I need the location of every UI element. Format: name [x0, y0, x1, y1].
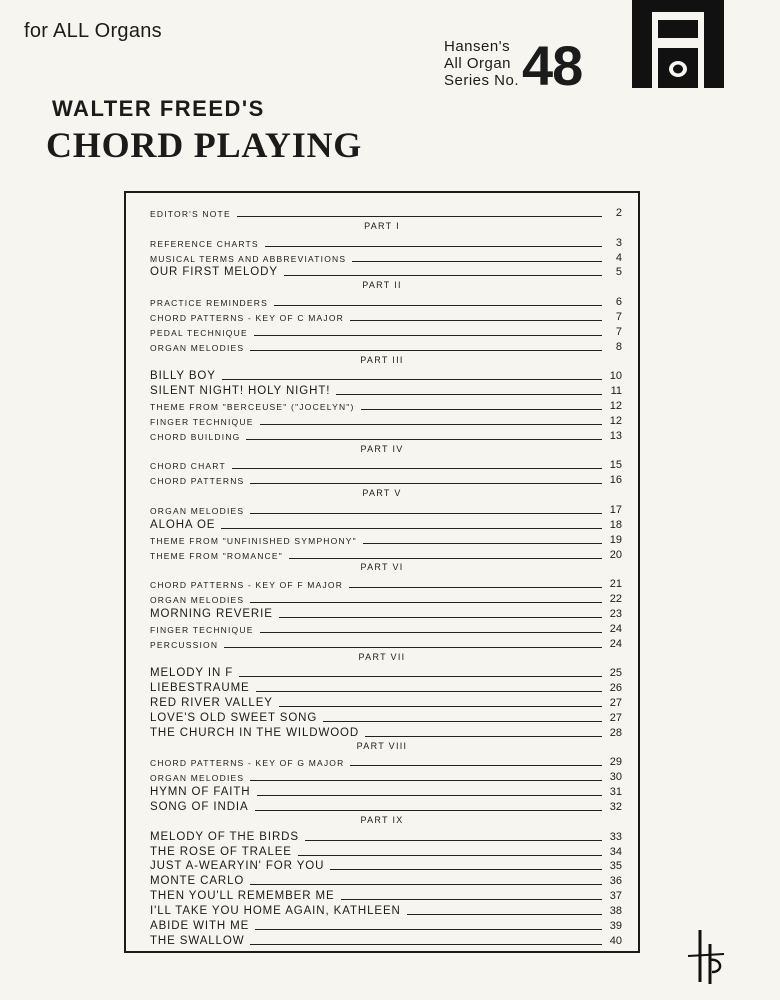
toc-entry-title: ALOHA OE — [150, 518, 216, 531]
toc-entry — [150, 918, 622, 932]
toc-entry-page: 12 — [609, 414, 622, 427]
leader-line — [250, 780, 602, 781]
subtitle: for ALL Organs — [24, 20, 162, 42]
toc-entry-title: THE CHURCH IN THE WILDWOOD — [150, 726, 360, 739]
toc-entry-title: OUR FIRST MELODY — [150, 266, 278, 279]
toc-entry-page: 37 — [609, 890, 622, 903]
toc-entry-title: RED RIVER VALLEY — [150, 697, 273, 710]
leader-line — [255, 929, 602, 930]
toc-entry-title: I'LL TAKE YOU HOME AGAIN, KATHLEEN — [150, 904, 401, 917]
toc-entry-title: HYMN OF FAITH — [150, 786, 251, 799]
toc-entry — [150, 339, 622, 353]
toc-entry — [150, 547, 622, 561]
toc-entry-page: 28 — [609, 726, 622, 739]
leader-line — [350, 320, 602, 321]
toc-entry — [150, 294, 622, 308]
toc-entry-page: 32 — [609, 801, 622, 813]
part-heading: PART I — [364, 220, 400, 231]
toc-entry-title: ORGAN MELODIES — [150, 773, 245, 784]
toc-entry — [150, 532, 622, 546]
toc-entry-page: 7 — [615, 310, 622, 323]
leader-line — [250, 884, 602, 885]
toc-entry-title: SONG OF INDIA — [150, 801, 249, 813]
toc-entry-page: 35 — [609, 860, 622, 873]
leader-line — [289, 558, 602, 559]
toc-entry-page: 27 — [609, 697, 622, 710]
toc-entry-title: MORNING REVERIE — [150, 607, 273, 620]
toc-entry-page: 13 — [609, 429, 622, 442]
toc-entry-page: 30 — [609, 771, 622, 784]
toc-entry — [150, 829, 622, 843]
leader-line — [330, 869, 602, 870]
leader-line — [250, 483, 602, 484]
leader-line — [352, 261, 602, 262]
leader-line — [305, 840, 602, 841]
page-title: CHORD PLAYING — [46, 125, 363, 165]
toc-entry — [150, 324, 622, 338]
toc-entry-title: PEDAL TECHNIQUE — [150, 327, 248, 338]
leader-line — [361, 409, 602, 410]
toc-entry-page: 24 — [609, 622, 622, 635]
leader-line — [407, 914, 602, 915]
toc-entry — [150, 428, 622, 442]
toc-entry-title: THEN YOU'LL REMEMBER ME — [150, 890, 335, 903]
toc-entry — [150, 784, 622, 798]
toc-entry — [150, 591, 622, 605]
leader-line — [250, 513, 602, 514]
toc-entry-page: 21 — [609, 578, 622, 591]
toc-entry-title: CHORD PATTERNS - KEY OF G MAJOR — [150, 758, 345, 769]
toc-entry — [150, 769, 622, 783]
toc-entry — [150, 502, 622, 516]
part-heading: PART VIII — [356, 740, 408, 751]
toc-entry-title: ORGAN MELODIES — [150, 342, 245, 353]
toc-entry — [150, 472, 622, 486]
toc-entry-page: 33 — [609, 830, 622, 843]
toc-entry-page: 6 — [615, 296, 622, 309]
toc-entry — [150, 665, 622, 679]
toc-entry — [150, 754, 622, 768]
leader-line — [350, 765, 602, 766]
toc-entry — [150, 235, 622, 249]
toc-entry — [150, 576, 622, 590]
toc-entry-page: 19 — [609, 533, 622, 546]
series-number: 48 — [522, 34, 583, 97]
toc-entry — [150, 680, 622, 694]
toc-entry-page: 16 — [609, 474, 622, 487]
toc-entry-title: LOVE'S OLD SWEET SONG — [150, 711, 318, 724]
leader-line — [298, 855, 602, 856]
toc-entry — [150, 725, 622, 739]
toc-entry-page: 7 — [615, 325, 622, 338]
part-heading: PART IV — [360, 443, 404, 454]
leader-line — [279, 706, 602, 707]
leader-line — [250, 602, 602, 603]
organ-logo-icon — [632, 0, 724, 88]
leader-line — [363, 543, 602, 544]
toc-entry — [150, 858, 622, 872]
toc-entry-title: ABIDE WITH ME — [150, 919, 250, 932]
toc-entry — [150, 844, 622, 858]
toc-entry-page: 29 — [609, 756, 622, 769]
toc-entry — [150, 710, 622, 724]
series-label — [444, 38, 519, 89]
part-heading: PART III — [360, 354, 404, 365]
toc-entry-title: ORGAN MELODIES — [150, 595, 245, 606]
toc-entry-page: 4 — [615, 251, 622, 264]
toc-entry-page: 40 — [609, 934, 622, 947]
toc-entry-page: 3 — [615, 236, 622, 249]
leader-line — [265, 246, 602, 247]
toc-entry-page: 20 — [609, 548, 622, 561]
leader-line — [279, 617, 602, 618]
toc-entry — [150, 205, 622, 219]
toc-entry-page: 23 — [609, 607, 622, 620]
toc-entry — [150, 695, 622, 709]
toc-entry-title: MUSICAL TERMS AND ABBREVIATIONS — [150, 253, 347, 264]
toc-entry-page: 39 — [609, 919, 622, 932]
toc-entry — [150, 933, 622, 947]
toc-entry-title: THEME FROM "ROMANCE" — [150, 550, 283, 561]
leader-line — [254, 335, 602, 336]
leader-line — [255, 810, 602, 811]
toc-entry-page: 11 — [610, 385, 622, 398]
toc-entry-title: CHORD PATTERNS — [150, 476, 245, 487]
leader-line — [323, 721, 602, 722]
toc-entry-title: CHORD CHART — [150, 461, 226, 472]
toc-entry-title: CHORD PATTERNS - KEY OF F MAJOR — [150, 580, 344, 591]
toc-entry-page: 5 — [615, 266, 622, 279]
toc-entry — [150, 621, 622, 635]
toc-entry-title: THEME FROM "UNFINISHED SYMPHONY" — [150, 535, 357, 546]
toc-entry — [150, 250, 622, 264]
leader-line — [336, 394, 602, 395]
leader-line — [250, 350, 602, 351]
leader-line — [274, 305, 602, 306]
part-heading: PART IX — [360, 814, 404, 825]
leader-line — [224, 647, 602, 648]
toc-entry-title: THE SWALLOW — [150, 934, 245, 947]
toc-entry-title: SILENT NIGHT! HOLY NIGHT! — [150, 385, 331, 398]
toc-entry-title: LIEBESTRAUME — [150, 682, 250, 695]
toc-entry-page: 15 — [609, 459, 622, 472]
series-line-3: Series No. — [444, 72, 520, 89]
toc-entry — [150, 517, 622, 531]
toc-entry-title: MONTE CARLO — [150, 875, 245, 888]
leader-line — [232, 468, 602, 469]
leader-line — [221, 528, 602, 529]
toc-entry-page: 27 — [609, 711, 622, 724]
toc-entry-page: 25 — [609, 667, 622, 680]
toc-entry — [150, 636, 622, 650]
toc-entry-page: 31 — [609, 786, 622, 799]
toc-entry-page: 10 — [609, 370, 622, 383]
toc-entry — [150, 368, 622, 382]
toc-entry — [150, 398, 622, 412]
leader-line — [284, 275, 602, 276]
toc-entry-page: 24 — [609, 637, 622, 650]
toc-entry-title: CHORD PATTERNS - KEY OF C MAJOR — [150, 312, 344, 323]
toc-entry-title: CHORD BUILDING — [150, 431, 241, 442]
series-line-2: All Organ — [444, 55, 512, 72]
leader-line — [365, 736, 602, 737]
toc-entry — [150, 413, 622, 427]
toc-entry-page: 2 — [615, 207, 622, 219]
toc-entry — [150, 903, 622, 917]
toc-entry-page: 12 — [609, 400, 622, 413]
leader-line — [257, 795, 602, 796]
toc-entry-title: THE ROSE OF TRALEE — [150, 845, 292, 858]
series-line-1: Hansen's — [444, 38, 511, 55]
toc-entry — [150, 799, 622, 813]
toc-entry — [150, 457, 622, 471]
toc-entry — [150, 383, 622, 397]
toc-entry-title: PRACTICE REMINDERS — [150, 298, 268, 309]
toc-entry — [150, 888, 622, 902]
toc-entry-title: PERCUSSION — [150, 639, 219, 650]
toc-entry-page: 22 — [609, 593, 622, 606]
publisher-logo-icon — [686, 926, 726, 986]
toc-entry-page: 17 — [609, 504, 622, 516]
toc-entry — [150, 309, 622, 323]
toc-entry-page: 36 — [609, 875, 622, 888]
toc-entry-title: MELODY OF THE BIRDS — [150, 830, 299, 843]
toc-entry — [150, 264, 622, 278]
leader-line — [250, 944, 602, 945]
leader-line — [260, 632, 602, 633]
leader-line — [246, 439, 602, 440]
part-heading: PART II — [362, 280, 402, 291]
toc-entry — [150, 873, 622, 887]
table-of-contents — [124, 191, 640, 953]
leader-line — [237, 216, 602, 217]
toc-entry-title: EDITOR'S NOTE — [150, 209, 231, 219]
toc-entry-page: 26 — [609, 682, 622, 695]
leader-line — [349, 587, 602, 588]
leader-line — [341, 899, 602, 900]
part-heading: PART V — [362, 488, 402, 499]
toc-entry-title: ORGAN MELODIES — [150, 506, 245, 516]
part-heading: PART VII — [358, 651, 406, 662]
leader-line — [222, 379, 602, 380]
author: WALTER FREED'S — [52, 96, 265, 121]
toc-entry — [150, 606, 622, 620]
toc-entry-title: FINGER TECHNIQUE — [150, 624, 254, 635]
toc-entry-title: REFERENCE CHARTS — [150, 238, 259, 249]
toc-entry-title: BILLY BOY — [150, 370, 216, 383]
toc-entry-page: 34 — [609, 845, 622, 858]
toc-entry-page: 18 — [609, 518, 622, 531]
leader-line — [256, 691, 602, 692]
toc-entry-title: MELODY IN F — [150, 667, 234, 680]
leader-line — [239, 676, 602, 677]
toc-entry-page: 38 — [609, 904, 622, 917]
toc-entry-page: 8 — [615, 340, 622, 353]
part-heading: PART VI — [360, 562, 404, 573]
toc-entry-title: JUST A-WEARYIN' FOR YOU — [150, 860, 325, 873]
toc-entry-title: FINGER TECHNIQUE — [150, 416, 254, 427]
leader-line — [260, 424, 602, 425]
toc-entry-title: THEME FROM "BERCEUSE" ("JOCELYN") — [150, 402, 355, 413]
